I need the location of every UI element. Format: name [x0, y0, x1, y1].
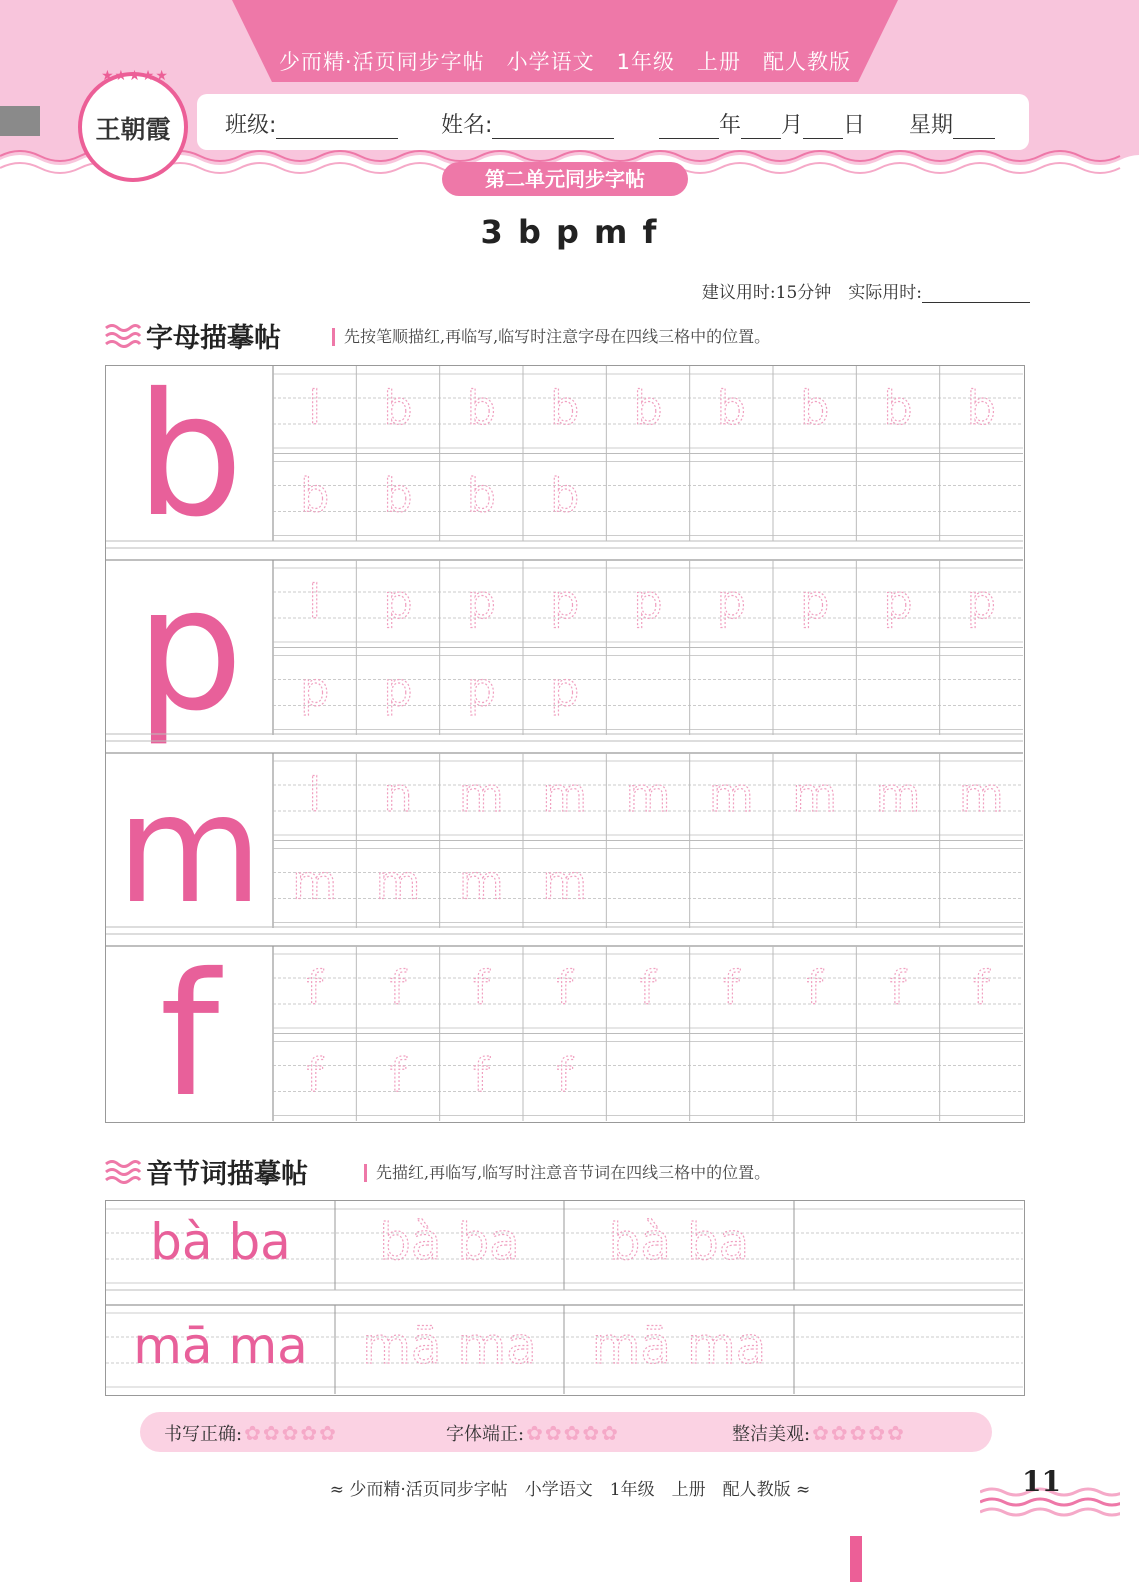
trace-letter[interactable]: b	[383, 468, 413, 523]
trace-letter[interactable]: f	[389, 961, 407, 1015]
flower-icon[interactable]: ✿	[281, 1421, 299, 1445]
trace-letter[interactable]: p	[966, 575, 996, 629]
trace-letter[interactable]: f	[473, 1048, 490, 1103]
trace-syllable[interactable]: mā ma	[591, 1317, 767, 1375]
name-label: 姓名:	[441, 113, 493, 138]
flower-icon[interactable]: ✿	[849, 1421, 867, 1445]
trace-letter[interactable]: p	[633, 575, 663, 629]
year-blank[interactable]	[659, 116, 719, 139]
lesson-title: 3 b p m f	[480, 213, 659, 251]
class-blank[interactable]	[276, 116, 398, 139]
letter-tracing-grid	[105, 365, 1025, 1123]
trace-letter[interactable]: f	[973, 961, 990, 1015]
trace-letter[interactable]: b	[550, 381, 580, 435]
trace-letter[interactable]: p	[550, 575, 580, 629]
trace-letter[interactable]: m	[875, 768, 921, 822]
trace-letter[interactable]: n	[383, 768, 413, 822]
trace-letter[interactable]: f	[723, 961, 740, 1015]
section-divider	[364, 1164, 367, 1182]
trace-syllable[interactable]: mā ma	[362, 1317, 537, 1375]
trace-letter[interactable]: m	[792, 768, 838, 822]
flower-rating[interactable]	[524, 1421, 618, 1445]
trace-letter[interactable]: p	[383, 662, 413, 717]
syllable-grid-lines	[106, 1201, 1023, 1394]
day-label: 日	[843, 113, 866, 138]
rating-label: 整洁美观:	[732, 1424, 811, 1445]
trace-letter[interactable]: p	[466, 575, 496, 629]
trace-letter[interactable]: m	[708, 768, 754, 822]
student-info-box	[197, 94, 1029, 150]
gray-mark	[0, 106, 40, 136]
model-syllable: mā ma	[133, 1317, 308, 1375]
flower-icon[interactable]: ✿	[544, 1421, 562, 1445]
letter-grid-lines	[106, 366, 1023, 1121]
trace-letter[interactable]: l	[308, 768, 322, 822]
model-letter: m	[116, 763, 263, 937]
trace-letter[interactable]: b	[966, 381, 996, 435]
trace-letter[interactable]: b	[466, 381, 496, 435]
weekday-blank[interactable]	[953, 116, 995, 139]
trace-letter[interactable]: b	[383, 381, 413, 435]
trace-letter[interactable]: b	[883, 381, 913, 435]
trace-letter[interactable]: m	[458, 768, 504, 822]
flower-icon[interactable]: ✿	[582, 1421, 600, 1445]
wave-icon	[104, 322, 142, 348]
flower-icon[interactable]: ✿	[868, 1421, 886, 1445]
rating-label: 字体端正:	[446, 1424, 525, 1445]
trace-letter[interactable]: b	[466, 468, 496, 523]
trace-letter[interactable]: f	[889, 961, 907, 1015]
time-line	[600, 278, 1030, 303]
trace-letter[interactable]: l	[308, 381, 322, 435]
flower-icon[interactable]: ✿	[526, 1421, 543, 1445]
trace-syllable[interactable]: bà ba	[608, 1213, 750, 1271]
trace-letter[interactable]: b	[633, 381, 663, 435]
rating-clean	[732, 1420, 904, 1446]
weekday-field[interactable]	[909, 108, 995, 139]
trace-letter[interactable]: p	[800, 575, 830, 629]
class-field[interactable]	[225, 108, 398, 139]
section-syllable-tracing-head	[104, 1152, 924, 1188]
name-blank[interactable]	[492, 116, 614, 139]
section-divider	[332, 328, 335, 346]
model-letter: f	[159, 937, 220, 1121]
trace-letter[interactable]: m	[375, 855, 421, 910]
trace-letter[interactable]: f	[639, 961, 657, 1015]
model-letter: b	[135, 366, 244, 555]
class-label: 班级:	[225, 113, 277, 138]
footer-text: ≈ 少而精·活页同步字帖 小学语文 1年级 上册 配人教版 ≈	[329, 1480, 811, 1500]
trace-letter[interactable]: b	[550, 468, 580, 523]
flower-icon[interactable]: ✿	[812, 1421, 829, 1445]
series-title: 少而精·活页同步字帖 小学语文 1年级 上册 配人教版	[278, 50, 852, 74]
day-blank[interactable]	[803, 116, 843, 139]
month-label: 月	[781, 113, 804, 138]
trace-letter[interactable]: m	[625, 768, 671, 822]
section-letter-tracing-head	[104, 316, 924, 352]
flower-rating[interactable]	[810, 1421, 904, 1445]
trace-letter[interactable]: p	[466, 662, 496, 717]
trace-letter[interactable]: p	[716, 575, 746, 629]
trace-letter[interactable]: p	[300, 662, 330, 717]
logo-text: 王朝霞	[95, 115, 171, 144]
rating-neat-font	[446, 1420, 618, 1446]
name-field[interactable]	[441, 108, 614, 139]
trace-syllable[interactable]: bà ba	[379, 1213, 520, 1271]
trace-letter[interactable]: m	[458, 855, 504, 910]
flower-icon[interactable]: ✿	[319, 1421, 336, 1445]
trace-letter[interactable]: f	[473, 961, 490, 1015]
trace-letter[interactable]: b	[716, 381, 746, 435]
section-note: 先按笔顺描红,再临写,临写时注意字母在四线三格中的位置。	[344, 327, 771, 346]
date-field[interactable]	[659, 108, 865, 139]
trace-letter[interactable]: p	[550, 662, 580, 717]
trace-letter[interactable]: p	[383, 575, 413, 629]
month-blank[interactable]	[741, 116, 781, 139]
model-letter: p	[135, 551, 244, 749]
trace-letter[interactable]: f	[556, 961, 573, 1015]
trace-letter[interactable]: b	[300, 468, 330, 523]
flower-icon[interactable]: ✿	[601, 1421, 618, 1445]
flower-icon[interactable]: ✿	[563, 1421, 581, 1445]
trace-letter[interactable]: f	[389, 1048, 407, 1103]
trace-letter[interactable]: f	[806, 961, 823, 1015]
wave-icon	[104, 1158, 142, 1184]
trace-letter[interactable]: m	[542, 768, 588, 822]
trace-letter[interactable]: f	[556, 1048, 573, 1103]
syllable-tracing-grid	[105, 1200, 1025, 1396]
flower-icon[interactable]: ✿	[262, 1421, 280, 1445]
suggested-time: 建议用时:15分钟 实际用时:	[701, 283, 922, 303]
actual-time-blank[interactable]	[922, 284, 1030, 303]
trace-letter[interactable]: p	[883, 575, 913, 629]
model-syllable: bà ba	[150, 1213, 291, 1271]
rating-correct	[164, 1420, 336, 1446]
rating-bar	[140, 1412, 992, 1452]
flower-icon[interactable]: ✿	[244, 1421, 261, 1445]
trace-letter[interactable]: m	[292, 855, 338, 910]
rating-label: 书写正确:	[164, 1424, 243, 1445]
flower-icon[interactable]: ✿	[830, 1421, 848, 1445]
trace-letter[interactable]: f	[306, 961, 323, 1015]
trace-letter[interactable]: l	[308, 575, 322, 629]
flower-rating[interactable]	[242, 1421, 336, 1445]
trace-letter[interactable]: m	[542, 855, 588, 910]
flower-icon[interactable]: ✿	[887, 1421, 904, 1445]
trace-letter[interactable]: m	[958, 768, 1004, 822]
year-label: 年	[719, 113, 742, 138]
trace-letter[interactable]: b	[800, 381, 830, 435]
section-title: 音节词描摹帖	[146, 1159, 308, 1190]
trace-letter[interactable]: f	[306, 1048, 323, 1103]
unit-label: 第二单元同步字帖	[442, 162, 688, 196]
section-note: 先描红,再临写,临写时注意音节词在四线三格中的位置。	[376, 1163, 771, 1182]
section-title: 字母描摹帖	[146, 323, 281, 354]
page-number: 11	[1022, 1465, 1061, 1498]
logo-stars: ★★★★★	[101, 68, 169, 84]
weekday-label: 星期	[909, 113, 954, 138]
flower-icon[interactable]: ✿	[300, 1421, 318, 1445]
page-edge-tab	[850, 1536, 862, 1582]
